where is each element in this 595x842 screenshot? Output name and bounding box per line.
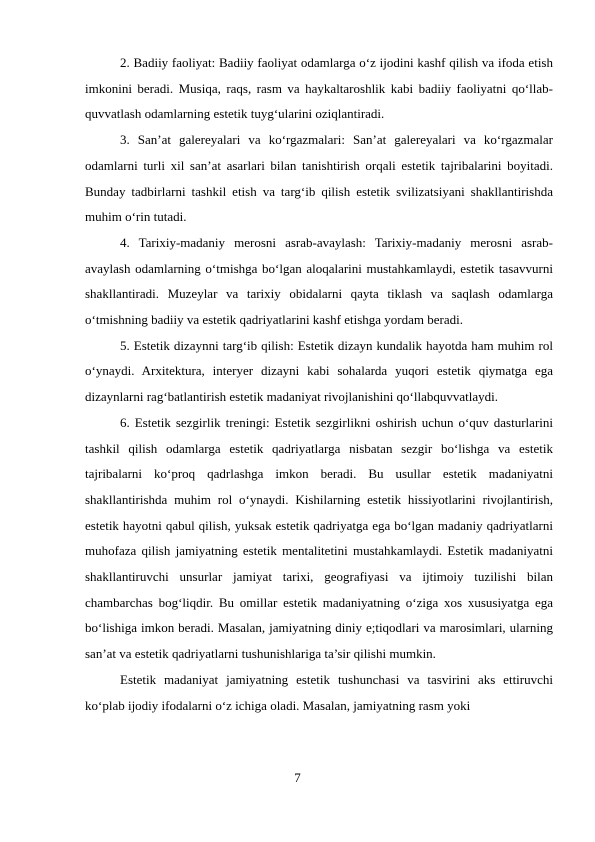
paragraph-sezgirlik: 6. Estetik sezgirlik treningi: Estetik sezgirlikni oshirish uchun o‘quv dasturlarini tashkil qilish odamlarga estetik qadriyatlarga nisbatan sezgir bo‘lishga va estetik tajribalarni ko‘proq qadrlashga imkon beradi. Bu usullar estetik madaniyatni shakllantirishda muhim rol o‘ynaydi. Kishilarning estetik hissiyotlarini rivojlantirish, estetik hayotni qabul qilish, yuksak estetik qadriyatga ega bo‘lgan madaniy qadriyatlarni muhofaza qilish jamiyatning estetik mentalitetini mustahkamlaydi. Estetik madaniyatni shakllantiruvchi unsurlar jamiyat tarixi, geografiyasi va ijtimoiy tuzilishi bilan chambarchas bog‘liqdir. Bu omillar estetik madaniyatning o‘ziga xos xususiyatga ega bo‘lishiga imkon beradi. Masalan, jamiyatning diniy e;tiqodlari va marosimlari, ularning san’at va estetik qadriyatlarni tushunishlariga ta’sir qilishi mumkin. (85, 414, 553, 662)
page-number: 7 (294, 770, 301, 785)
paragraph-galereyalar: 3. San’at galereyalari va ko‘rgazmalari: San’at galereyalari va ko‘rgazmalar odamlarni turli xil san’at asarlari bilan tanishtirish orqali estetik tajribalarini boyitadi. Bunday tadbirlarni tashkil etish va targ‘ib qilish estetik svilizatsiyani shakllantirishda muhim o‘rin tutadi. (85, 132, 553, 225)
paragraph-meros: 4. Tarixiy-madaniy merosni asrab-avaylash: Tarixiy-madaniy merosni asrab-avaylash odamlarning o‘tmishga bo‘lgan aloqalarini mustahkamlaydi, estetik tasavvurni shakllantiradi. Muzeylar va tarixiy obidalarni qayta tiklash va saqlash odamlarga o‘tmishning badiiy va estetik qadriyatlarini kashf etishga yordam beradi. (85, 234, 553, 328)
paragraph-badiiy-faoliyat: 2. Badiiy faoliyat: Badiiy faoliyat odamlarga o‘z ijodini kashf qilish va ifoda etish imkonini beradi. Musiqa, raqs, rasm va haykaltaroshlik kabi badiiy faoliyatni qo‘llab-quvvatlash odamlarning estetik tuyg‘ularini oziqlantiradi. (85, 55, 553, 122)
document-page (85, 50, 553, 718)
paragraph-dizayn: 5. Estetik dizaynni targ‘ib qilish: Estetik dizayn kundalik hayotda ham muhim rol o‘ynaydi. Arxitektura, interyer dizayni kabi sohalarda yuqori estetik qiymatga ega dizaynlarni rag‘batlantirish estetik madaniyat rivojlanishini qo‘llabquvvatlaydi. (85, 337, 553, 405)
paragraph-estetik-madaniyat: Estetik madaniyat jamiyatning estetik tushunchasi va tasvirini aks ettiruvchi ko‘plab ijodiy ifodalarni o‘z ichiga oladi. Masalan, jamiyatning rasm yoki (85, 671, 553, 713)
